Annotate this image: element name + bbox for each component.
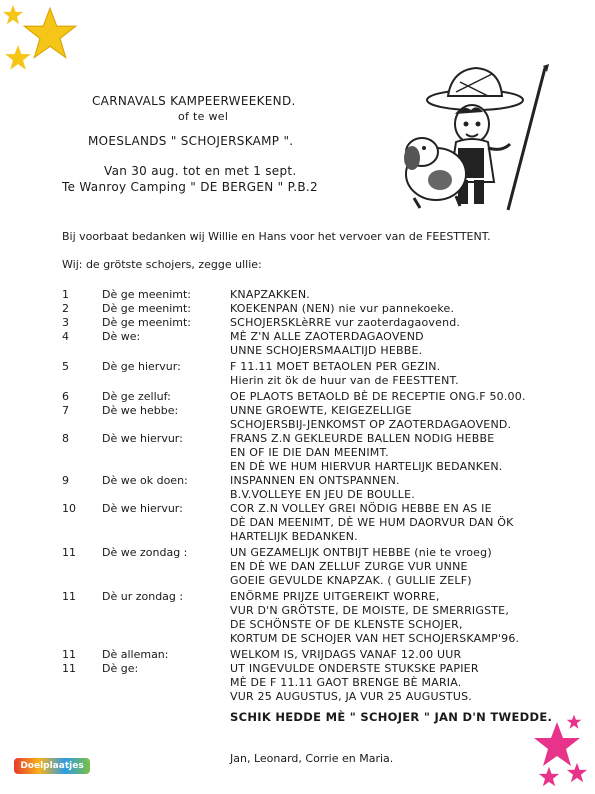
item-text-line: UT INGEVULDE ONDERSTE STUKSKE PAPIER bbox=[230, 662, 479, 675]
item-label: Dè we hiervur: bbox=[102, 432, 183, 445]
item-number: 11 bbox=[62, 546, 76, 559]
item-text-line: UNNE GROEWTE, KEIGEZELLIGE bbox=[230, 404, 412, 417]
item-text-line: Hierin zit ök de huur van de FEESTTENT. bbox=[230, 374, 459, 387]
item-text-line: VUR 25 AUGUSTUS, JA VUR 25 AUGUSTUS. bbox=[230, 690, 472, 703]
item-label: Dè ur zondag : bbox=[102, 590, 184, 603]
signature-text: Jan, Leonard, Corrie en Maria. bbox=[230, 752, 394, 765]
item-number: 11 bbox=[62, 648, 76, 661]
item-text-line: B.V.VOLLEYE EN JEU DE BOULLE. bbox=[230, 488, 415, 501]
item-number: 11 bbox=[62, 662, 76, 675]
item-number: 9 bbox=[62, 474, 69, 487]
item-number: 5 bbox=[62, 360, 69, 373]
closing-text: SCHIK HEDDE MÈ " SCHOJER " JAN D'N TWEDDE. bbox=[230, 710, 553, 724]
item-text-line: F 11.11 MOET BETAOLEN PER GEZIN. bbox=[230, 360, 441, 373]
item-text-line: KOEKENPAN (NEN) nie vur pannekoeke. bbox=[230, 302, 455, 315]
header-subtitle: of te wel bbox=[178, 110, 229, 123]
wij-heading: Wij: de grötste schojers, zegge ullie: bbox=[62, 258, 262, 271]
item-text-line: COR Z.N VOLLEY GREI NÖDIG HEBBE EN AS IE bbox=[230, 502, 492, 515]
item-text-line: SCHOJERSKLèRRE vur zaoterdagaovend. bbox=[230, 316, 461, 329]
item-label: Dè we hiervur: bbox=[102, 502, 183, 515]
kid-with-dog-illustration bbox=[400, 62, 570, 212]
item-text-line: KORTUM DE SCHOJER VAN HET SCHOJERSKAMP'96. bbox=[230, 632, 520, 645]
item-text-line: DÈ DAN MEENIMT, DÈ WE HUM DAORVUR DAN ÖK bbox=[230, 516, 514, 529]
item-text-line: HARTELIJK BEDANKEN. bbox=[230, 530, 358, 543]
item-text-line: DE SCHÖNSTE OF DE KLENSTE SCHOJER, bbox=[230, 618, 463, 631]
item-number: 2 bbox=[62, 302, 69, 315]
item-label: Dè ge zelluf: bbox=[102, 390, 171, 403]
header-dates: Van 30 aug. tot en met 1 sept. bbox=[104, 164, 297, 178]
item-text-line: GOEIE GEVULDE KNAPZAK. ( GULLIE ZELF) bbox=[230, 574, 472, 587]
item-text-line: MÈ Z'N ALLE ZAOTERDAGAOVEND bbox=[230, 330, 424, 343]
item-label: Dè ge meenimt: bbox=[102, 302, 191, 315]
item-label: Dè we ok doen: bbox=[102, 474, 188, 487]
item-text-line: EN DÈ WE DAN ZELLUF ZURGE VUR UNNE bbox=[230, 560, 468, 573]
item-number: 3 bbox=[62, 316, 69, 329]
item-label: Dè ge: bbox=[102, 662, 139, 675]
item-text-line: UN GEZAMELIJK ONTBIJT HEBBE (nie te vroeg) bbox=[230, 546, 492, 559]
item-text-line: VUR D'N GRÖTSTE, DE MOISTE, DE SMERRIGSTE, bbox=[230, 604, 510, 617]
item-text-line: SCHOJERSBIJ-JENKOMST OP ZAOTERDAGAOVEND. bbox=[230, 418, 512, 431]
item-label: Dè we: bbox=[102, 330, 141, 343]
item-number: 10 bbox=[62, 502, 76, 515]
item-label: Dè alleman: bbox=[102, 648, 169, 661]
gold-star-mid-icon bbox=[4, 44, 32, 72]
item-text-line: UNNE SCHOJERSMAALTIJD HEBBE. bbox=[230, 344, 423, 357]
item-label: Dè we zondag : bbox=[102, 546, 188, 559]
item-number: 7 bbox=[62, 404, 69, 417]
header-location: Te Wanroy Camping " DE BERGEN " P.B.2 bbox=[62, 180, 318, 194]
item-text-line: EN DÈ WE HUM HIERVUR HARTELIJK BEDANKEN. bbox=[230, 460, 503, 473]
pink-star-bottom-icon bbox=[538, 766, 560, 788]
item-text-line: EN OF IE DIE DAN MEENIMT. bbox=[230, 446, 389, 459]
intro-text: Bij voorbaat bedanken wij Willie en Hans voor het vervoer van de FEESTTENT. bbox=[62, 230, 491, 243]
item-number: 4 bbox=[62, 330, 69, 343]
item-label: Dè ge meenimt: bbox=[102, 316, 191, 329]
item-text-line: WELKOM IS, VRIJDAGS VANAF 12.00 UUR bbox=[230, 648, 462, 661]
item-number: 8 bbox=[62, 432, 69, 445]
item-text-line: FRANS Z.N GEKLEURDE BALLEN NODIG HEBBE bbox=[230, 432, 495, 445]
item-number: 1 bbox=[62, 288, 69, 301]
item-text-line: OE PLAOTS BETAOLD BÈ DE RECEPTIE ONG.F 50.00. bbox=[230, 390, 526, 403]
pink-star-corner-icon bbox=[566, 762, 588, 784]
item-label: Dè ge hiervur: bbox=[102, 360, 181, 373]
item-text-line: KNAPZAKKEN. bbox=[230, 288, 310, 301]
item-text-line: INSPANNEN EN ONTSPANNEN. bbox=[230, 474, 400, 487]
item-number: 6 bbox=[62, 390, 69, 403]
item-text-line: ENÖRME PRIJZE UITGEREIKT WORRE, bbox=[230, 590, 440, 603]
item-label: Dè we hebbe: bbox=[102, 404, 179, 417]
header-camp-name: MOESLANDS " SCHOJERSKAMP ". bbox=[88, 134, 294, 148]
item-text-line: MÈ DE F 11.11 GAOT BRENGE BÈ MARIA. bbox=[230, 676, 462, 689]
item-label: Dè ge meenimt: bbox=[102, 288, 191, 301]
item-number: 11 bbox=[62, 590, 76, 603]
site-logo: Doelplaatjes bbox=[14, 758, 90, 774]
header-title: CARNAVALS KAMPEERWEEKEND. bbox=[92, 94, 296, 108]
gold-star-small-icon bbox=[2, 4, 24, 26]
pink-star-small-icon bbox=[566, 714, 582, 730]
